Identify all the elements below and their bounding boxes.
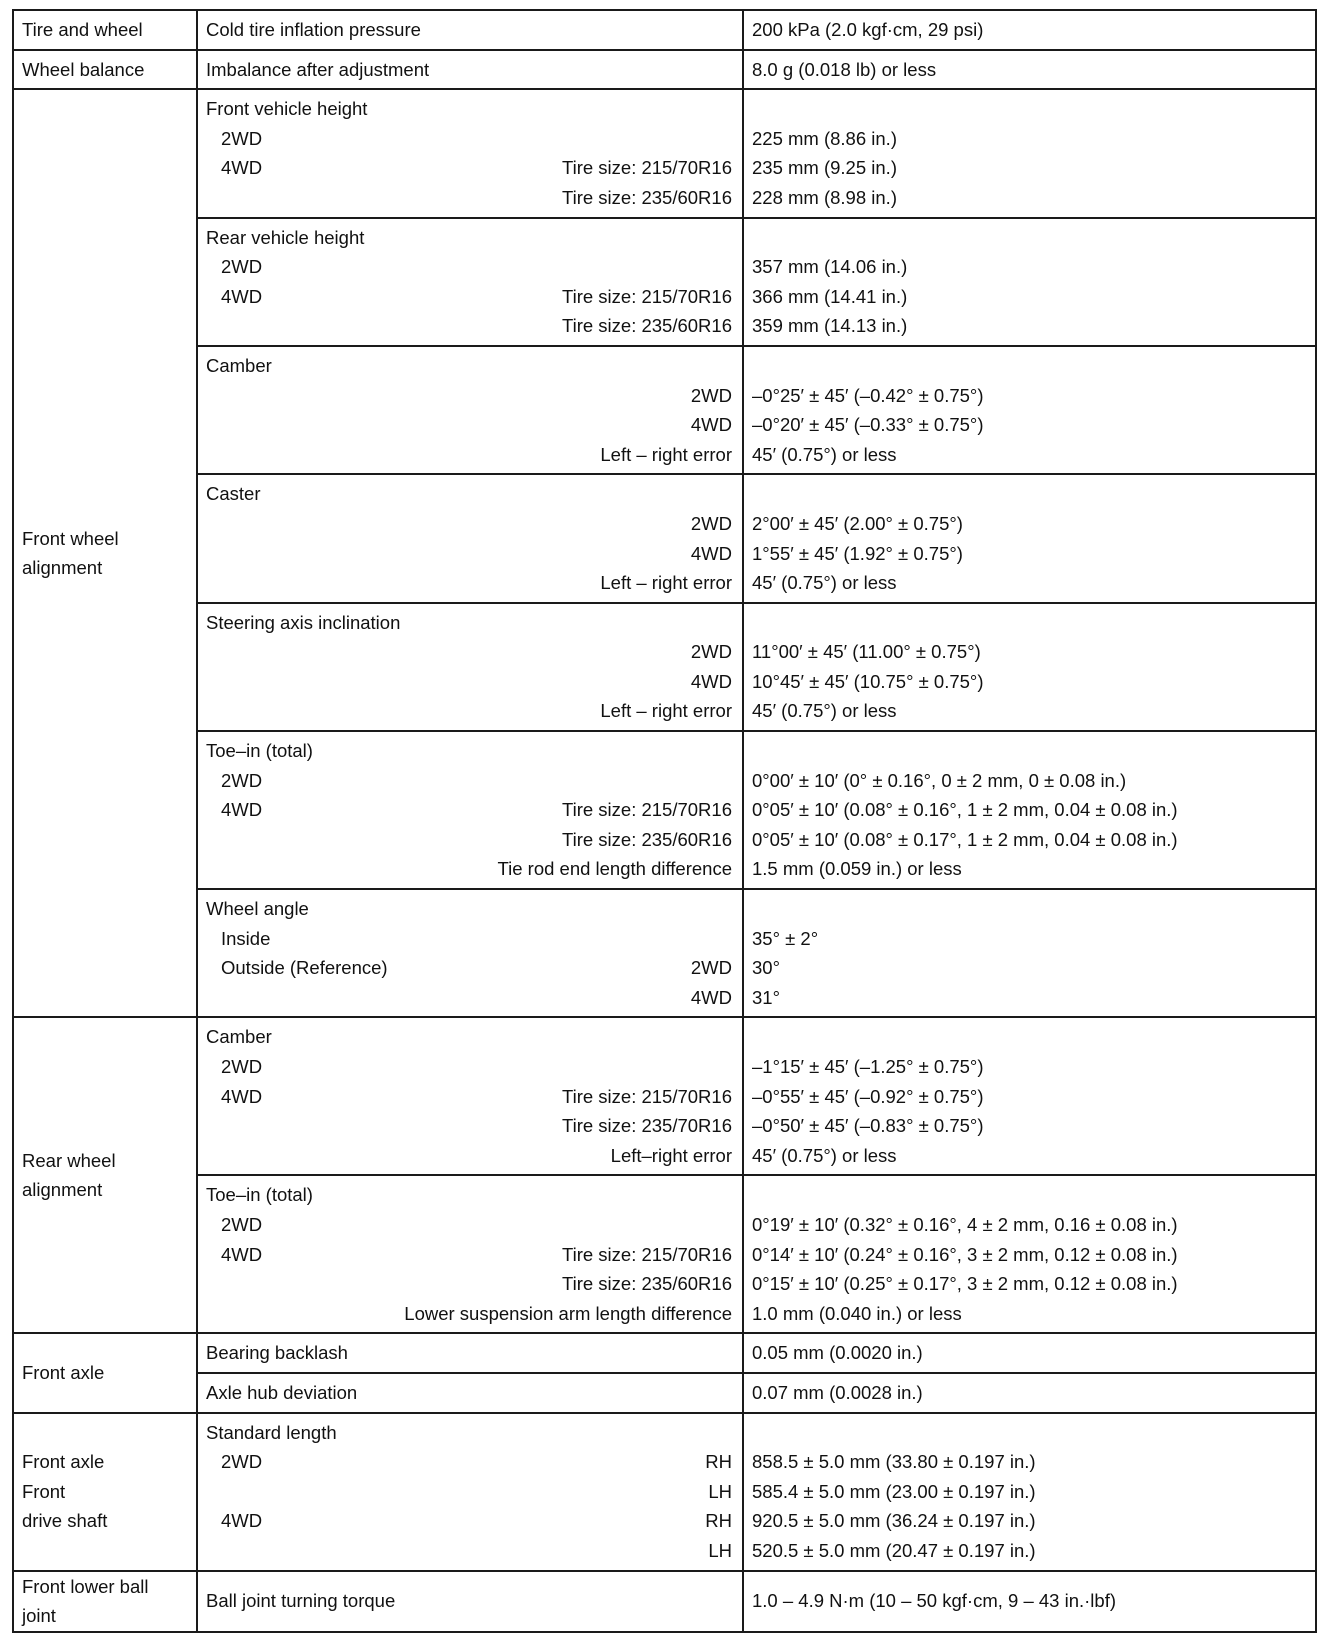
item-label: Ball joint turning torque: [206, 1590, 396, 1612]
item-cell: [197, 346, 743, 474]
category-cell-rear-wheel-alignment: [13, 1017, 197, 1333]
value-cell: [743, 10, 1316, 50]
item-sub-label: 2WD: [221, 256, 263, 278]
table-row: [13, 1413, 1316, 1571]
item-condition: Tire size: 215/70R16: [561, 799, 732, 821]
value-text: 45′ (0.75°) or less: [752, 443, 897, 465]
item-sub-label: 4WD: [221, 799, 263, 821]
value-text: 11°00′ ± 45′ (11.00° ± 0.75°): [752, 641, 981, 663]
value-cell: [743, 1333, 1316, 1373]
item-cell: [197, 1175, 743, 1333]
item-sub-label: Outside (Reference): [221, 957, 388, 979]
value-text: 2°00′ ± 45′ (2.00° ± 0.75°): [752, 512, 963, 534]
value-cell: [743, 731, 1316, 889]
item-condition: 2WD: [690, 384, 732, 406]
value-cell: [743, 1413, 1316, 1571]
table-row: [13, 218, 1316, 346]
category-cell: [13, 50, 197, 90]
category-cell-front-axle: [13, 1333, 197, 1412]
category-label: alignment: [22, 1179, 103, 1201]
value-text: 1.5 mm (0.059 in.) or less: [752, 858, 962, 880]
item-cell: [197, 1413, 743, 1571]
item-cell: [197, 1017, 743, 1175]
item-title: Rear vehicle height: [206, 226, 365, 248]
item-sub-label: 2WD: [221, 769, 263, 791]
table-row: [13, 889, 1316, 1017]
table-row: [13, 1175, 1316, 1333]
value-text: 0°05′ ± 10′ (0.08° ± 0.17°, 1 ± 2 mm, 0.04 ± 0.08 in.): [752, 828, 1178, 850]
item-cell: [197, 50, 743, 90]
value-text: 235 mm (9.25 in.): [752, 157, 897, 179]
value-text: 35° ± 2°: [752, 927, 819, 949]
value-text: 228 mm (8.98 in.): [752, 186, 897, 208]
item-title: Standard length: [206, 1421, 337, 1443]
value-cell: [743, 474, 1316, 602]
table-row: [13, 731, 1316, 889]
category-cell-drive-shaft: [13, 1413, 197, 1571]
value-text: 0°19′ ± 10′ (0.32° ± 0.16°, 4 ± 2 mm, 0.16 ± 0.08 in.): [752, 1213, 1178, 1235]
item-condition: Lower suspension arm length difference: [404, 1302, 732, 1324]
category-label: joint: [22, 1605, 56, 1627]
value-text: 920.5 ± 5.0 mm (36.24 ± 0.197 in.): [752, 1510, 1036, 1532]
table-row: [13, 474, 1316, 602]
category-label: Front axle: [22, 1362, 105, 1384]
item-cell: [197, 474, 743, 602]
value-text: –1°15′ ± 45′ (–1.25° ± 0.75°): [752, 1056, 984, 1077]
value-cell: [743, 346, 1316, 474]
item-cell: [197, 889, 743, 1017]
value-text: 858.5 ± 5.0 mm (33.80 ± 0.197 in.): [752, 1451, 1036, 1473]
table-row: [13, 346, 1316, 474]
value-cell: [743, 50, 1316, 90]
item-cell: [197, 603, 743, 731]
item-condition: Tire size: 215/70R16: [561, 1243, 732, 1265]
category-label: Front axle: [22, 1451, 105, 1473]
item-cell: [197, 1373, 743, 1413]
category-label: Tire and wheel: [22, 19, 143, 40]
value-text: –0°55′ ± 45′ (–0.92° ± 0.75°): [752, 1085, 984, 1107]
item-condition: Left – right error: [600, 572, 732, 594]
category-label: Front lower ball: [22, 1575, 149, 1597]
item-condition: RH: [705, 1510, 732, 1532]
item-sub-label: 4WD: [221, 157, 263, 179]
category-label: alignment: [22, 557, 103, 579]
item-condition: Tire size: 235/60R16: [561, 186, 732, 208]
value-text: 31°: [752, 986, 780, 1008]
value-text: 0.05 mm (0.0020 in.): [752, 1342, 923, 1364]
item-condition: Tire size: 235/60R16: [561, 315, 732, 337]
value-cell: [743, 218, 1316, 346]
item-sub-label: 2WD: [221, 1451, 263, 1473]
value-text: 200 kPa (2.0 kgf·cm, 29 psi): [752, 19, 984, 40]
table-row: [13, 1571, 1316, 1632]
value-text: 8.0 g (0.018 lb) or less: [752, 58, 937, 80]
item-condition: 4WD: [690, 542, 732, 564]
value-text: 0°05′ ± 10′ (0.08° ± 0.16°, 1 ± 2 mm, 0.04 ± 0.08 in.): [752, 799, 1178, 821]
item-cell: [197, 1333, 743, 1373]
value-text: 1.0 – 4.9 N·m (10 – 50 kgf·cm, 9 – 43 in.·lbf): [752, 1590, 1116, 1612]
table-row: [13, 1017, 1316, 1175]
value-cell: [743, 889, 1316, 1017]
value-text: 359 mm (14.13 in.): [752, 315, 908, 337]
item-label: Axle hub deviation: [206, 1381, 358, 1403]
value-text: 585.4 ± 5.0 mm (23.00 ± 0.197 in.): [752, 1480, 1036, 1502]
item-cell: [197, 10, 743, 50]
item-sub-label: 4WD: [221, 285, 263, 307]
value-text: 30°: [752, 957, 780, 979]
item-condition: Tire size: 235/70R16: [561, 1115, 732, 1137]
category-label: Front: [22, 1480, 66, 1502]
category-label: drive shaft: [22, 1510, 108, 1532]
item-condition: RH: [705, 1451, 732, 1473]
value-text: 1.0 mm (0.040 in.) or less: [752, 1302, 962, 1324]
value-text: 45′ (0.75°) or less: [752, 700, 897, 722]
category-label: Front wheel: [22, 527, 119, 549]
item-condition: Tire size: 215/70R16: [561, 1085, 732, 1107]
item-cell: [197, 218, 743, 346]
value-cell: [743, 603, 1316, 731]
category-label: Rear wheel: [22, 1149, 116, 1171]
item-title: Camber: [206, 1026, 272, 1048]
item-condition: Left–right error: [610, 1144, 732, 1166]
item-condition: 2WD: [690, 512, 732, 534]
item-sub-label: 4WD: [221, 1510, 263, 1532]
item-sub-label: 4WD: [221, 1243, 263, 1265]
value-text: 0.07 mm (0.0028 in.): [752, 1381, 923, 1403]
item-label: Cold tire inflation pressure: [206, 19, 421, 40]
value-text: 10°45′ ± 45′ (10.75° ± 0.75°): [752, 670, 984, 692]
item-sub-label: 2WD: [221, 1213, 263, 1235]
item-title: Steering axis inclination: [206, 611, 401, 633]
item-title: Front vehicle height: [206, 98, 368, 120]
item-label: Imbalance after adjustment: [206, 58, 430, 80]
table-row: [13, 1373, 1316, 1413]
item-sub-label: 4WD: [221, 1085, 263, 1107]
item-title: Caster: [206, 483, 261, 505]
value-text: –0°25′ ± 45′ (–0.42° ± 0.75°): [752, 384, 984, 406]
table-row: [13, 603, 1316, 731]
value-text: 0°14′ ± 10′ (0.24° ± 0.16°, 3 ± 2 mm, 0.12 ± 0.08 in.): [752, 1243, 1178, 1265]
value-text: –0°20′ ± 45′ (–0.33° ± 0.75°): [752, 414, 984, 436]
value-cell: [743, 1571, 1316, 1632]
item-condition: Tire size: 215/70R16: [561, 157, 732, 179]
category-cell-front-wheel-alignment: [13, 89, 197, 1017]
item-condition: 4WD: [690, 414, 732, 436]
value-cell: [743, 1373, 1316, 1413]
value-text: 1°55′ ± 45′ (1.92° ± 0.75°): [752, 542, 963, 564]
specification-table: [12, 9, 1317, 1633]
item-condition: 2WD: [690, 641, 732, 663]
category-cell: [13, 10, 197, 50]
item-sub-label: Inside: [221, 927, 271, 949]
item-condition: LH: [708, 1480, 732, 1502]
value-text: 520.5 ± 5.0 mm (20.47 ± 0.197 in.): [752, 1539, 1036, 1561]
item-title: Camber: [206, 354, 272, 376]
value-text: –0°50′ ± 45′ (–0.83° ± 0.75°): [752, 1115, 984, 1137]
item-condition: 4WD: [690, 986, 732, 1008]
item-condition: 2WD: [690, 957, 732, 979]
item-cell: [197, 89, 743, 217]
item-cell: [197, 731, 743, 889]
value-cell: [743, 89, 1316, 217]
value-text: 0°15′ ± 10′ (0.25° ± 0.17°, 3 ± 2 mm, 0.12 ± 0.08 in.): [752, 1273, 1178, 1295]
value-text: 45′ (0.75°) or less: [752, 1144, 897, 1166]
item-label: Bearing backlash: [206, 1342, 348, 1364]
value-text: 357 mm (14.06 in.): [752, 256, 908, 278]
item-condition: Tire size: 235/60R16: [561, 828, 732, 850]
value-cell: [743, 1017, 1316, 1175]
item-condition: Tire size: 215/70R16: [561, 285, 732, 307]
item-cell: [197, 1571, 743, 1632]
item-condition: Tire size: 235/60R16: [561, 1273, 732, 1295]
value-cell: [743, 1175, 1316, 1333]
table-row: [13, 1333, 1316, 1373]
table-row: [13, 10, 1316, 50]
item-sub-label: 2WD: [221, 1056, 263, 1077]
value-text: 225 mm (8.86 in.): [752, 127, 897, 149]
item-title: Wheel angle: [206, 898, 309, 920]
item-sub-label: 2WD: [221, 127, 263, 149]
item-title: Toe–in (total): [206, 1184, 313, 1206]
item-condition: Left – right error: [600, 700, 732, 722]
category-cell-ball-joint: [13, 1571, 197, 1632]
category-label: Wheel balance: [22, 58, 145, 80]
value-text: 366 mm (14.41 in.): [752, 285, 908, 307]
item-condition: Left – right error: [600, 443, 732, 465]
table-row: [13, 50, 1316, 90]
item-title: Toe–in (total): [206, 740, 313, 762]
value-text: 45′ (0.75°) or less: [752, 572, 897, 594]
item-condition: Tie rod end length difference: [497, 858, 732, 880]
value-text: 0°00′ ± 10′ (0° ± 0.16°, 0 ± 2 mm, 0 ± 0.08 in.): [752, 769, 1127, 791]
item-condition: LH: [708, 1539, 732, 1561]
item-condition: 4WD: [690, 670, 732, 692]
table-row: [13, 89, 1316, 217]
